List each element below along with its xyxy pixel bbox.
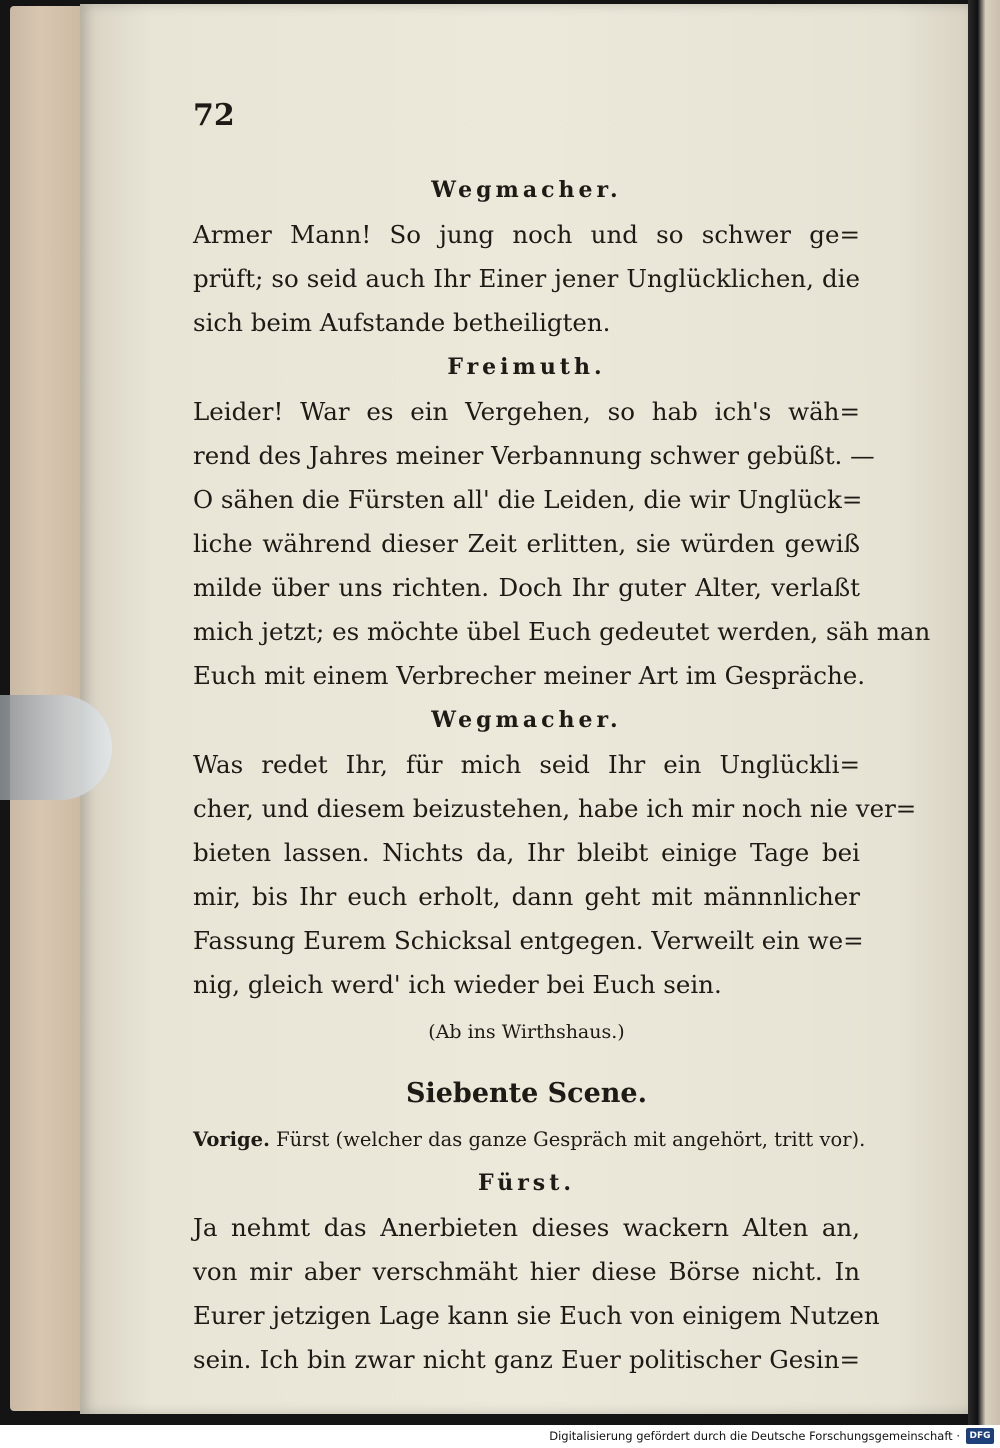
text-line: bieten lassen. Nichts da, Ihr bleibt einige Tage bei (193, 838, 860, 867)
text-line: Euch mit einem Verbrecher meiner Art im Gespräche. (193, 661, 866, 690)
text-line: Fassung Eurem Schicksal entgegen. Verweilt ein we= (193, 926, 864, 955)
text-line: nig, gleich werd' ich wieder bei Euch sein. (193, 970, 722, 999)
scene-heading: Siebente Scene. (406, 1078, 647, 1109)
page-text (193, 168, 931, 1382)
text-line: Ja nehmt das Anerbieten dieses wackern Alten an, (193, 1213, 860, 1242)
text-line: prüft; so seid auch Ihr Einer jener Unglücklichen, die (193, 264, 860, 293)
dfg-logo: DFG (966, 1428, 994, 1444)
text-line: Leider! War es ein Vergehen, so hab ich's wäh= (193, 397, 860, 426)
text-line: rend des Jahres meiner Verbannung schwer gebüßt. — (193, 441, 875, 470)
speaker-name: Freimuth. (447, 354, 606, 380)
text-line: Armer Mann! So jung noch und so schwer ge= (193, 220, 860, 249)
text-line: O sähen die Fürsten all' die Leiden, die wir Unglück= (193, 485, 863, 514)
text-line: milde über uns richten. Doch Ihr guter Alter, verlaßt (193, 573, 860, 602)
text-line: mir, bis Ihr euch erholt, dann geht mit männnlicher (193, 882, 860, 911)
speaker-name: Fürst. (477, 1170, 576, 1196)
text-line: von mir aber verschmäht hier diese Börse nicht. In (193, 1257, 860, 1286)
cast-line (193, 1119, 866, 1161)
text-line: cher, und diesem beizustehen, habe ich mir noch nie ver= (193, 794, 917, 823)
stage-direction: (Ab ins Wirthshaus.) (428, 1021, 625, 1043)
cast-label: Vorige. (193, 1128, 270, 1151)
next-page-edge (968, 0, 1000, 1425)
speaker-name: Wegmacher. (431, 707, 622, 733)
bookmark-tab (0, 695, 112, 800)
text-line: mich jetzt; es möchte übel Euch gedeutet werden, säh man (193, 617, 931, 646)
cast-description: Fürst (welcher das ganze Gespräch mit angehört, tritt vor). (276, 1128, 866, 1151)
text-line: liche während dieser Zeit erlitten, sie würden gewiß (193, 529, 860, 558)
text-line: sein. Ich bin zwar nicht ganz Euer politischer Gesin= (193, 1345, 860, 1374)
page-number: 72 (193, 98, 235, 133)
speaker-name: Wegmacher. (431, 177, 622, 203)
text-line: Eurer jetzigen Lage kann sie Euch von einigem Nutzen (193, 1301, 880, 1330)
footer-bar (0, 1425, 1000, 1448)
text-line: sich beim Aufstande betheiligten. (193, 308, 611, 337)
footer-credit: Digitalisierung gefördert durch die Deutsche Forschungsgemeinschaft · (549, 1429, 960, 1443)
text-line: Was redet Ihr, für mich seid Ihr ein Unglückli= (193, 750, 860, 779)
